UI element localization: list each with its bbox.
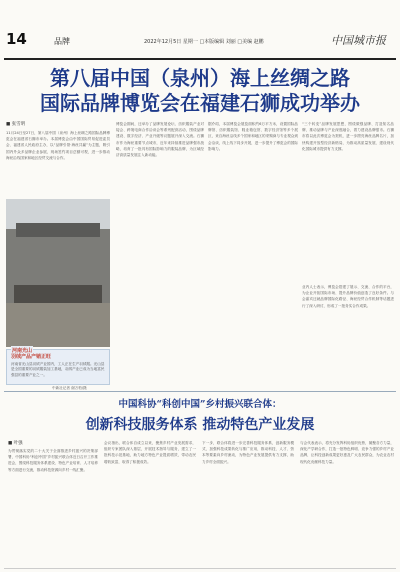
photo-caption-subtitle: 羽绒产品产销正旺 [11, 354, 52, 360]
footer-rule [4, 568, 396, 569]
article1-column-5: 业内人士表示，博览会搭建了展示、交流、合作的平台，为企业开拓国际市场、提升品牌价值创造了良好条件。与会嘉宾还就品牌国际化路径、海丝经贸合作机制等话题进行了深入研讨，形成了一批务实合作成果。 [302, 285, 394, 308]
photo-caption-title: 河南光山 [12, 348, 33, 354]
main-headline [14, 66, 386, 116]
page-header [4, 30, 396, 58]
page-number: 14 [6, 30, 27, 48]
article1-column-2: 博览会期间，还举办了品牌发展论坛、纺织服装产业对接会、跨境电商合作洽谈会等系列配套活动，围绕品牌建设、数字经济、产业升级等议题展开深入交流。石狮市作为海丝重要节点城市，近年来持续推进品牌强市战略，培育了一批具有国际影响力的服装品牌，为区域经济高质量发展注入新动能。 [116, 122, 204, 158]
photo-caption-box [6, 349, 110, 385]
dateline: 2022年12月5日 星期一 □本版编辑 刘丽 □美编 赵鹏 [144, 39, 264, 45]
masthead-logo: 中国城市报 [331, 34, 386, 47]
article2-column-4: 与会代表表示，将充分发挥科协组织优势，凝聚各方力量，深化产学研合作，打造一批特色鲜明、竞争力强的乡村产业品牌，让科技创新成果更好惠及广大农民群众，为农业农村现代化贡献科技力量。 [300, 441, 394, 464]
article2-column-1: 为贯彻落实党的二十大关于全面推进乡村振兴的决策部署，中国科协“科创中国”乡村振兴联合体近日召开工作推进会，围绕科技服务体系建设、特色产业培育、人才培养等方面进行交流，推动科技资源向乡村一线汇聚。 [8, 449, 98, 472]
article2-column-3: 下一步，联合体将进一步完善科技服务体系，创新服务模式，加强科技成果转化与推广应用，推动科技、人才、资本等要素向乡村流动，为特色产业发展提供有力支撑，助力乡村全面振兴。 [202, 441, 294, 464]
header-rule [4, 58, 396, 60]
photo-caption-text: 河南省光山县羽绒产业园内，工人正在生产羽绒服。光山县是全国重要的羽绒服装加工基地，羽绒产业已成为当地富民强县的重要产业之一。 [11, 362, 105, 377]
photo-credit: 中新社记者 谢万柏/摄 [52, 386, 87, 390]
second-headline-line2: 创新科技服务体系 推动特色产业发展 [85, 417, 315, 433]
article1-byline: ■ 张雪明 [6, 122, 26, 127]
section-divider [4, 391, 396, 392]
article1-column-1: 11月24日至27日，第八届中国（泉州）海上丝绸之路国际品牌博览会在福建省石狮市举办。本届博览会由中国国际贸易促进委员会、福建省人民政府主办，以“品牌引领·海丝共赢”为主题，吸引国内外众多品牌企业参展，现场签约项目总额可观，进一步推动海丝沿线国家和地区经贸交流与合作。 [6, 131, 110, 160]
news-photo [6, 199, 110, 347]
photo-ground [6, 303, 110, 347]
article1-column-4: “三个转变”品牌发展思想，围绕做强品牌、打造知名品牌，推动品牌与产业深度融合，着力建设品牌强市。石狮市将以此次博览会为契机，进一步擦亮海丝品牌名片，加快构建开放型经济新格局，为推动高质量发展、建设现代化国际城市提供有力支撑。 [302, 122, 394, 151]
article1-column-3: 据介绍，本届博览会展览面积约6万平方米，设置国际品牌馆、纺织服装馆、鞋业箱包馆、数字经济馆等多个展区，来自海丝沿线多个国家和地区的采购商与专业观众到会洽谈，线上线下同步开展，进一步提升了博览会的国际影响力。 [208, 122, 298, 151]
photo-roof [16, 223, 99, 238]
section-name: 品牌 [54, 37, 70, 46]
article2-column-2: 会议指出，联合体自成立以来，聚焦乡村产业发展需求，组织专家团队深入基层，开展技术指导与服务，建立了一批科技示范基地，助力地方特色产业提质增效，带动农民增收致富，取得了积极成效。 [104, 441, 196, 464]
main-headline-line2: 国际品牌博览会在福建石狮成功举办 [40, 91, 360, 115]
second-headline-line1: 中国科协“科创中国”乡村振兴联合体： [118, 399, 282, 410]
main-headline-line1: 第八届中国（泉州）海上丝绸之路 [50, 66, 350, 90]
article2-byline: ■ 叶强 [8, 441, 23, 446]
